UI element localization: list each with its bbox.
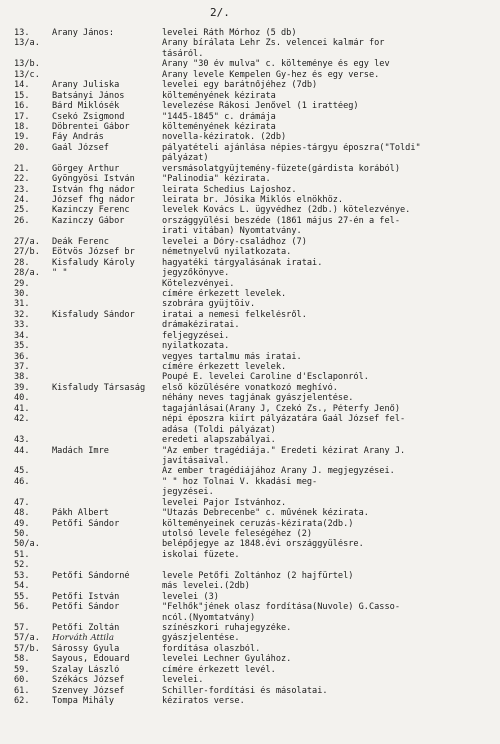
list-item	[14, 477, 496, 487]
list-item	[14, 205, 496, 215]
item-description: népi époszra kiírt pályázatára Gaál József fel-	[162, 414, 406, 425]
item-number: 28/a.	[14, 268, 40, 279]
item-number: 29.	[14, 278, 30, 289]
list-item	[14, 122, 496, 132]
list-item	[14, 80, 496, 90]
item-number: 19.	[14, 132, 30, 143]
item-number: 23.	[14, 184, 30, 195]
item-description: levelei Ráth Mórhoz (5 db)	[162, 28, 297, 38]
item-description: levelei.	[162, 675, 204, 686]
item-name	[52, 331, 162, 341]
item-description: jegyzései.	[162, 487, 214, 498]
item-description: pályázat)	[162, 153, 209, 164]
item-name: István fhg nádor	[52, 184, 135, 195]
list-item	[14, 226, 496, 236]
list-item	[14, 310, 496, 320]
item-description: eredeti alapszabályai.	[162, 435, 276, 446]
item-name: Arany János:	[52, 28, 115, 38]
item-number: 36.	[14, 351, 30, 362]
item-name	[52, 320, 162, 330]
item-number: 35.	[14, 341, 30, 352]
item-name: Petőfi Sándorné	[52, 570, 130, 581]
item-name: Döbrentei Gábor	[52, 121, 130, 132]
item-description: más levelei.(2db)	[162, 581, 250, 592]
item-name: " "	[52, 268, 68, 279]
item-name: Petőfi Zoltán	[52, 622, 120, 633]
item-number: 57/b.	[14, 643, 40, 654]
item-name	[52, 279, 162, 289]
item-description	[162, 560, 496, 570]
item-description: Arany levele Kempelen Gy-hez és egy verse.	[162, 69, 380, 80]
item-number: 50.	[14, 529, 30, 539]
item-name: Görgey Arthur	[52, 163, 120, 174]
list-item	[14, 195, 496, 205]
item-description: leirata Schedius Lajoshoz.	[162, 184, 297, 195]
item-number: 13/b.	[14, 59, 40, 70]
item-number: 45.	[14, 466, 30, 477]
list-item	[14, 237, 496, 247]
item-number: 13.	[14, 28, 30, 38]
item-number: 55.	[14, 591, 30, 602]
list-item	[14, 132, 496, 142]
item-description: Poupé E. levelei Caroline d'Esclaponról.	[162, 372, 369, 383]
item-number: 59.	[14, 664, 30, 675]
list-item	[14, 560, 496, 570]
item-description: novella-kéziratok. (2db)	[162, 132, 287, 143]
item-name: Csekó Zsigmond	[52, 111, 125, 122]
item-name	[52, 70, 162, 80]
item-description: utolsó levele feleségéhez (2)	[162, 529, 313, 539]
item-number: 42.	[14, 414, 30, 425]
item-number: 46.	[14, 476, 30, 487]
item-description: kéziratos verse.	[162, 696, 245, 706]
item-number: 37.	[14, 362, 30, 372]
item-name	[52, 153, 162, 163]
item-description: iratai a nemesi felkelésről.	[162, 309, 307, 320]
list-item	[14, 28, 496, 38]
item-name	[52, 560, 162, 570]
item-number: 18.	[14, 121, 30, 132]
item-description: első közülésére vonatkozó meghívó.	[162, 382, 338, 393]
list-item	[14, 654, 496, 664]
list-item	[14, 153, 496, 163]
list-item	[14, 446, 496, 456]
item-number: 54.	[14, 581, 30, 592]
item-number: 17.	[14, 111, 30, 122]
list-item	[14, 70, 496, 80]
list-item	[14, 613, 496, 623]
list-item	[14, 539, 496, 549]
item-description: színészkori ruhajegyzéke.	[162, 622, 292, 633]
item-name: Székács József	[52, 675, 125, 686]
list-item	[14, 341, 496, 351]
item-name: Sárossy Gyula	[52, 643, 120, 654]
item-name: Kisfaludy Társaság	[52, 382, 146, 393]
list-item	[14, 508, 496, 518]
list-item	[14, 686, 496, 696]
item-name: Kazinczy Gábor	[52, 215, 125, 226]
list-item	[14, 529, 496, 539]
item-name	[52, 613, 162, 623]
item-name	[52, 456, 162, 466]
item-number: 40.	[14, 393, 30, 404]
list-item	[14, 331, 496, 341]
list-item	[14, 644, 496, 654]
item-description: néhány neves tagjának gyászjelentése.	[162, 393, 354, 404]
item-name	[52, 550, 162, 560]
list-item	[14, 633, 496, 643]
list-item	[14, 592, 496, 602]
item-description: versmásolatgyüjtemény-füzete(gárdista korából)	[162, 163, 400, 174]
item-description: levele Petőfi Zoltánhoz (2 hajfürtel)	[162, 570, 354, 581]
item-description: Arany "30 év mulva" c. költeménye és egy lev	[162, 59, 390, 70]
item-description: tásáról.	[162, 48, 204, 59]
item-name	[52, 529, 162, 539]
item-description: Kötelezvényei.	[162, 278, 235, 289]
inventory-list	[14, 28, 496, 706]
item-description: irati vitában) Nyomtatvány.	[162, 226, 302, 237]
item-name	[52, 59, 162, 69]
item-name: Tompa Mihály	[52, 696, 115, 706]
item-name: Kisfaludy Sándor	[52, 309, 135, 320]
item-number: 50/a.	[14, 539, 40, 550]
item-name	[52, 487, 162, 497]
item-number: 13/c.	[14, 69, 40, 80]
item-name	[52, 498, 162, 508]
item-description: "Utazás Debrecenbe" c. művének kézirata.	[162, 508, 369, 519]
item-name: Pákh Albert	[52, 508, 109, 519]
item-number: 53.	[14, 570, 30, 581]
item-number: 30.	[14, 288, 30, 299]
item-number	[14, 153, 52, 163]
list-item	[14, 101, 496, 111]
item-name: Szalay László	[52, 664, 120, 675]
list-item	[14, 112, 496, 122]
item-name	[52, 352, 162, 362]
list-item	[14, 216, 496, 226]
item-description: országgyülési beszéde (1861 május 27-én a fel-	[162, 215, 400, 226]
list-item	[14, 456, 496, 466]
item-number: 24.	[14, 195, 30, 205]
item-description: " " hoz Tolnai V. kkadási meg-	[162, 476, 318, 487]
item-number: 21.	[14, 163, 30, 174]
item-number: 25.	[14, 205, 30, 216]
item-number: 34.	[14, 330, 30, 341]
item-number: 22.	[14, 174, 30, 185]
item-number: 57.	[14, 622, 30, 633]
item-name: Kisfaludy Károly	[52, 257, 135, 268]
list-item	[14, 268, 496, 278]
item-name: Bárd Miklósék	[52, 101, 120, 112]
item-name	[52, 393, 162, 403]
item-number	[14, 456, 52, 466]
item-description: hagyatéki tárgyalásának iratai.	[162, 257, 323, 268]
item-description: drámakéziratai.	[162, 320, 240, 331]
item-description: levelezése Rákosi Jenővel (1 irattéeg)	[162, 101, 359, 112]
item-description: vegyes tartalmu más iratai.	[162, 351, 302, 362]
item-description: pályatételi ajánlása népies-tárgyu époszra("Toldi"	[162, 142, 421, 153]
list-item	[14, 59, 496, 69]
list-item	[14, 258, 496, 268]
item-number: 20.	[14, 142, 30, 153]
list-item	[14, 38, 496, 48]
list-item	[14, 91, 496, 101]
item-name: Petőfi Sándor	[52, 518, 120, 529]
item-number: 58.	[14, 654, 30, 665]
item-number	[14, 49, 52, 59]
list-item	[14, 623, 496, 633]
item-description: levelei a Dóry-családhoz (7)	[162, 236, 307, 247]
item-number: 15.	[14, 90, 30, 101]
item-number: 26.	[14, 215, 30, 226]
list-item	[14, 362, 496, 372]
item-description: költeményeinek ceruzás-kézirata(2db.)	[162, 518, 354, 529]
item-description: "Palinodia" kézirata.	[162, 174, 271, 185]
item-description: Schiller-fordítási és másolatai.	[162, 685, 328, 696]
item-number	[14, 425, 52, 435]
item-description: javításaival.	[162, 455, 230, 466]
list-item	[14, 174, 496, 184]
item-number: 13/a.	[14, 38, 40, 49]
item-number: 62.	[14, 696, 30, 706]
item-number: 48.	[14, 508, 30, 519]
item-description: iskolai füzete.	[162, 549, 240, 560]
item-name: Petőfi István	[52, 591, 120, 602]
item-name	[52, 289, 162, 299]
list-item	[14, 185, 496, 195]
item-name: Horváth Attila	[52, 633, 115, 644]
list-item	[14, 352, 496, 362]
list-item	[14, 414, 496, 424]
item-name	[52, 539, 162, 549]
item-name	[52, 581, 162, 591]
item-description: levelek Kovács L. ügyvédhez (2db.) kötelezvénye.	[162, 205, 411, 216]
item-description: költeményének kézirata	[162, 121, 276, 132]
item-description: belépőjegye az 1848.évi országgyülésre.	[162, 539, 364, 550]
item-description: nyilatkozata.	[162, 341, 230, 352]
item-description: németnyelvű nyilatkozata.	[162, 247, 292, 258]
list-item	[14, 289, 496, 299]
item-name: Madách Imre	[52, 445, 109, 456]
item-name	[52, 362, 162, 372]
item-description: adása (Toldi pályázat)	[162, 424, 276, 435]
item-number: 49.	[14, 518, 30, 529]
item-number: 57/a.	[14, 633, 40, 644]
item-description: jegyzőkönyve.	[162, 268, 230, 279]
item-name	[52, 414, 162, 424]
item-number: 52.	[14, 560, 30, 571]
item-name: Batsányi János	[52, 90, 125, 101]
item-number: 43.	[14, 435, 30, 446]
item-name	[52, 425, 162, 435]
list-item	[14, 143, 496, 153]
item-description: leirata br. Jósika Miklós elnökhöz.	[162, 195, 344, 205]
item-description: gyászjelentése.	[162, 633, 240, 644]
item-number: 33.	[14, 320, 30, 331]
item-description: feljegyzései.	[162, 330, 230, 341]
item-number	[14, 226, 52, 236]
list-item	[14, 383, 496, 393]
list-item	[14, 665, 496, 675]
item-description: címére érkezett levél.	[162, 664, 276, 675]
list-item	[14, 164, 496, 174]
item-name	[52, 372, 162, 382]
item-number: 14.	[14, 80, 30, 91]
item-number: 44.	[14, 445, 30, 456]
item-description: levelei Lechner Gyulához.	[162, 654, 292, 665]
list-item	[14, 602, 496, 612]
item-name: Gaál József	[52, 142, 109, 153]
item-description: szobrára gyüjtöiv.	[162, 299, 256, 310]
item-description: címére érkezett levelek.	[162, 288, 287, 299]
item-description: "Az ember tragédiája." Eredeti kézirat Arany J.	[162, 445, 406, 456]
item-name: Fáy András	[52, 132, 104, 143]
item-description: levelei (3)	[162, 591, 219, 602]
list-item	[14, 425, 496, 435]
item-number: 31.	[14, 299, 30, 310]
list-item	[14, 487, 496, 497]
list-item	[14, 393, 496, 403]
item-description: Az ember tragédiájához Arany J. megjegyzései.	[162, 466, 395, 477]
list-item	[14, 581, 496, 591]
item-name	[52, 38, 162, 48]
item-description: levelei egy barátnőjéhez (7db)	[162, 80, 318, 91]
item-description: címére érkezett levelek.	[162, 362, 287, 372]
item-number: 27/b.	[14, 247, 40, 258]
list-item	[14, 466, 496, 476]
item-name	[52, 477, 162, 487]
item-name: Arany Juliska	[52, 80, 120, 91]
item-number: 56.	[14, 602, 30, 613]
item-name: Sayous, Édouard	[52, 654, 130, 665]
list-item	[14, 435, 496, 445]
item-description: "Felhők"jének olasz fordítása(Nuvole) G.Casso-	[162, 602, 400, 613]
item-description: ncól.(Nyomtatvány)	[162, 612, 256, 623]
item-number: 38.	[14, 372, 30, 383]
item-number: 60.	[14, 675, 30, 686]
list-item	[14, 550, 496, 560]
item-description: Arany bírálata Lehr Zs. velencei kalmár for	[162, 38, 385, 49]
list-item	[14, 49, 496, 59]
item-number: 28.	[14, 257, 30, 268]
item-number: 47.	[14, 497, 30, 508]
item-name: Petőfi Sándor	[52, 602, 120, 613]
item-name	[52, 404, 162, 414]
item-number: 61.	[14, 685, 30, 696]
list-item	[14, 320, 496, 330]
item-name: Eötvös József br	[52, 247, 135, 258]
item-name	[52, 226, 162, 236]
item-number	[14, 487, 52, 497]
item-name: Deák Ferenc	[52, 236, 109, 247]
item-number: 51.	[14, 549, 30, 560]
item-name: Gyöngyösi István	[52, 174, 135, 185]
list-item	[14, 404, 496, 414]
item-number: 39.	[14, 382, 30, 393]
item-number: 41.	[14, 403, 30, 414]
item-number: 16.	[14, 101, 30, 112]
item-name	[52, 466, 162, 476]
item-description: tagajánlásai(Arany J, Czekó Zs., Péterfy Jenő)	[162, 403, 400, 414]
item-name	[52, 299, 162, 309]
item-description: "1445-1845" c. drámája	[162, 111, 276, 122]
item-name: József fhg nádor	[52, 195, 135, 205]
item-name	[52, 435, 162, 445]
item-number: 27/a.	[14, 236, 40, 247]
list-item	[14, 571, 496, 581]
list-item	[14, 498, 496, 508]
item-name	[52, 341, 162, 351]
item-description: levelei Pajor Istvánhoz.	[162, 497, 287, 508]
page-number: 2/.	[210, 6, 230, 19]
item-name: Kazinczy Ferenc	[52, 205, 130, 216]
list-item	[14, 675, 496, 685]
item-name: Szenvey József	[52, 685, 125, 696]
list-item	[14, 247, 496, 257]
list-item	[14, 696, 496, 706]
item-number	[14, 613, 52, 623]
list-item	[14, 279, 496, 289]
item-description: fordítása olaszból.	[162, 643, 261, 654]
list-item	[14, 372, 496, 382]
item-description: költeményének kézirata	[162, 90, 276, 101]
item-name	[52, 49, 162, 59]
item-number: 32.	[14, 309, 30, 320]
list-item	[14, 299, 496, 309]
list-item	[14, 519, 496, 529]
